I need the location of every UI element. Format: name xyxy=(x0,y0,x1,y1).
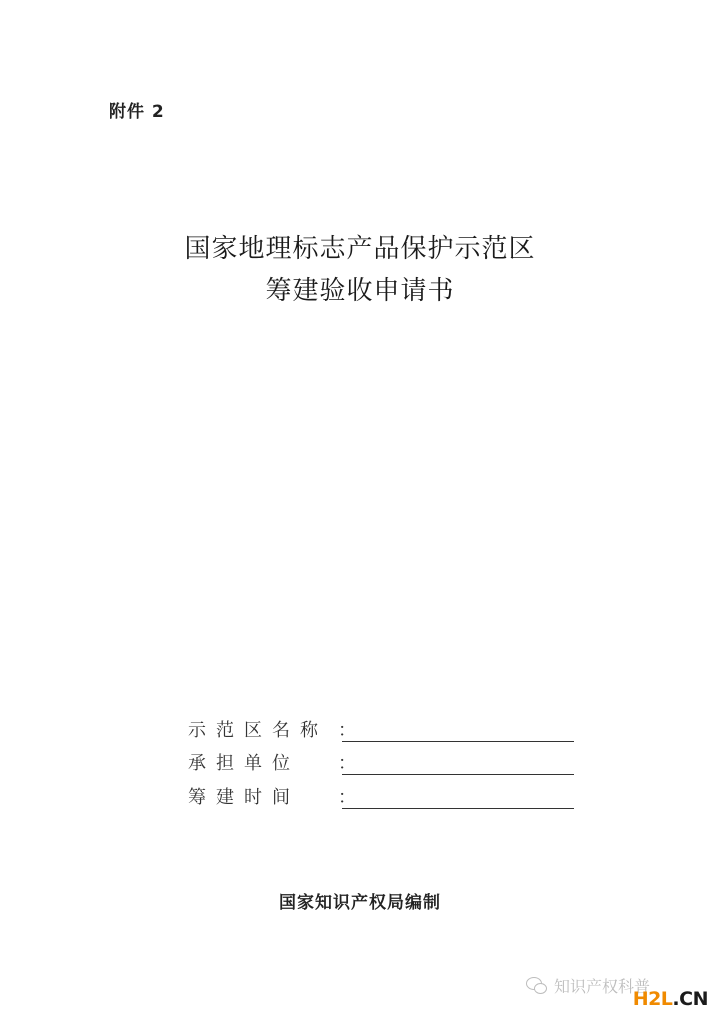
field-label: 承担单位 xyxy=(188,753,300,774)
logo-suffix: .CN xyxy=(672,988,708,1010)
document-title-line-2: 筹建验收申请书 xyxy=(265,276,455,306)
field-label: 示范区名称 xyxy=(188,720,328,741)
field-colon: ： xyxy=(338,720,356,741)
logo-main: H2L xyxy=(632,988,673,1010)
blank-line xyxy=(342,774,574,775)
field-colon: ： xyxy=(338,787,356,808)
document-title-line-1: 国家地理标志产品保护示范区 xyxy=(184,234,536,264)
wechat-icon xyxy=(526,975,548,995)
watermark xyxy=(526,972,650,998)
field-responsible-unit xyxy=(188,751,356,775)
site-logo xyxy=(633,988,708,1010)
attachment-label: 附件 2 xyxy=(109,102,165,122)
field-preparation-time xyxy=(188,785,356,809)
watermark-text: 知识产权科普 xyxy=(553,976,650,996)
blank-line xyxy=(342,808,574,809)
field-label: 筹建时间 xyxy=(188,787,300,808)
blank-line xyxy=(342,741,574,742)
field-colon: ： xyxy=(338,753,356,774)
compiler-text: 国家知识产权局编制 xyxy=(279,893,441,913)
field-demo-zone-name xyxy=(188,718,356,742)
